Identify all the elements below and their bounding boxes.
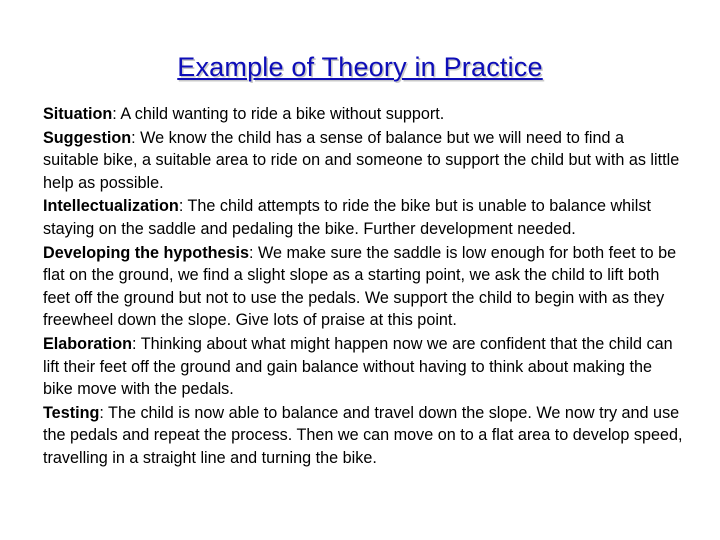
paragraph-text: : We know the child has a sense of balance but we will need to find a suitable bike, a suitable area to ride on and someone to support the child but with as little help as possible. xyxy=(43,128,680,192)
term-label: Testing xyxy=(43,403,100,422)
paragraph-text: : The child attempts to ride the bike but is unable to balance whilst staying on the saddle and pedaling the bike. Further development needed. xyxy=(43,197,651,238)
term-label: Developing the hypothesis xyxy=(43,243,249,262)
slide-title: Example of Theory in Practice xyxy=(177,52,543,82)
term-label: Elaboration xyxy=(43,334,133,353)
paragraph-elaboration xyxy=(43,333,683,401)
paragraph-suggestion xyxy=(43,127,683,195)
paragraph-testing xyxy=(43,402,683,470)
paragraph-text: : Thinking about what might happen now we are confident that the child can lift their feet off the ground and gain balance without having to think about making the bike move with the pedals. xyxy=(43,334,673,399)
paragraph-developing-hypothesis xyxy=(43,242,683,332)
paragraph-intellectualization xyxy=(43,195,683,240)
term-label: Intellectualization xyxy=(43,197,179,216)
paragraph-text: : A child wanting to ride a bike without support. xyxy=(112,105,445,123)
slide-body xyxy=(43,103,683,471)
paragraph-text: : The child is now able to balance and travel down the slope. We now try and use the pedals and repeat the process. Then we can move on to a flat area to develop speed, travelling in a straight line and turning the bike. xyxy=(43,403,683,467)
paragraph-text: : We make sure the saddle is low enough for both feet to be flat on the ground, we find a slight slope as a starting point, we ask the child to lift both feet off the ground but not to use the pedals. We support the child to begin with as they freewheel down the slope. Give lots of praise at this point. xyxy=(43,243,677,330)
term-label: Situation xyxy=(43,105,113,123)
paragraph-situation xyxy=(43,103,683,126)
term-label: Suggestion xyxy=(43,128,132,147)
